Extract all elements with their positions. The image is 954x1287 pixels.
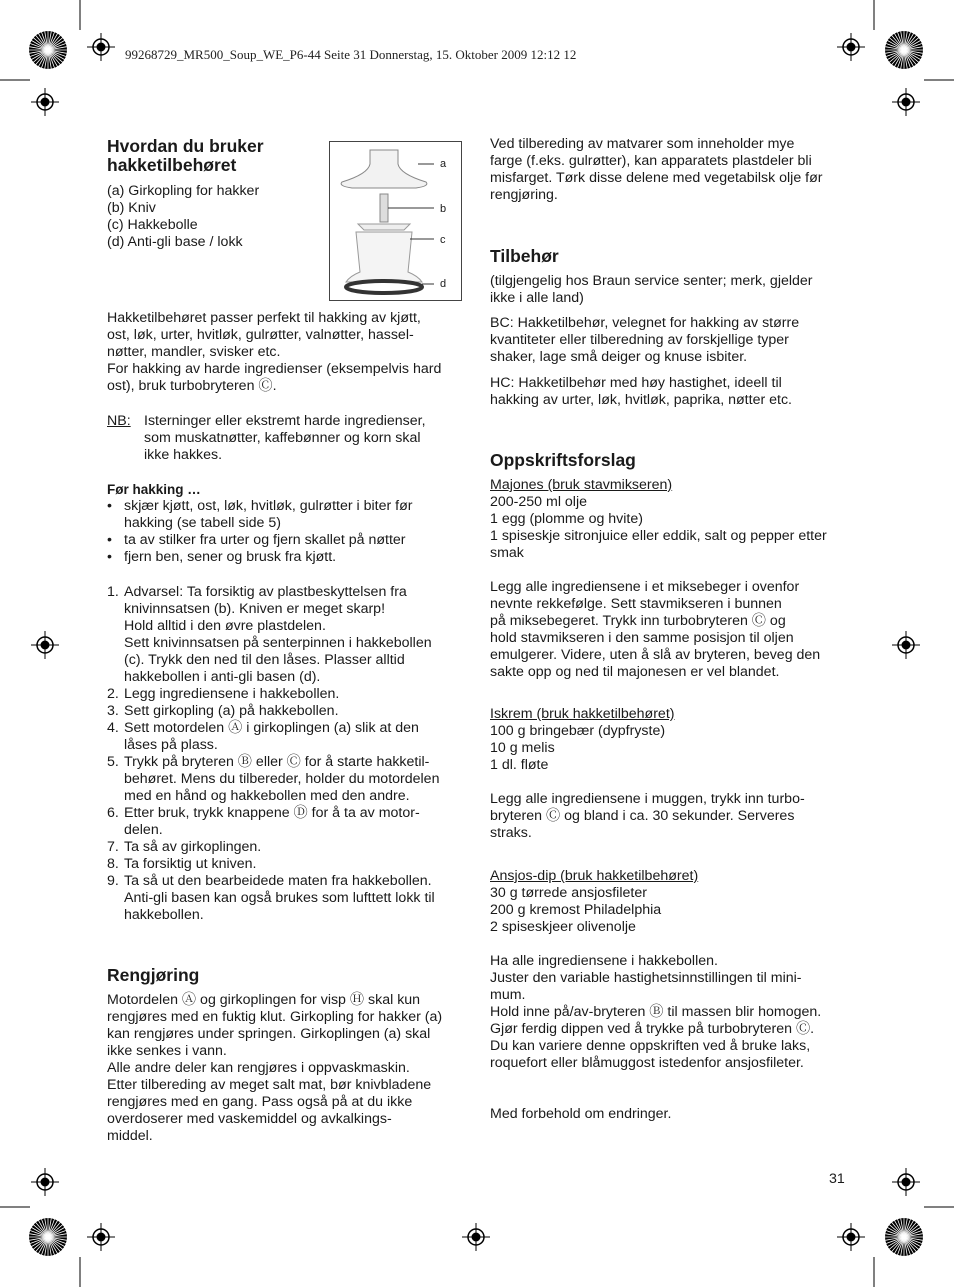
step-number: 1.: [107, 584, 119, 600]
section-title-cleaning: Rengjøring: [107, 965, 200, 985]
step-number: 8.: [107, 856, 119, 872]
starburst-mark: [885, 31, 923, 69]
step-item: [107, 584, 439, 686]
crosshair-mark: [837, 33, 865, 61]
step-item: [107, 856, 439, 873]
step-item: [107, 754, 439, 805]
step-text: Trykk på bryteren Ⓑ eller Ⓒ for å starte hakketil- behøret. Mens du tilbereder, holder du motordelen med en hånd og hakkebollen med den andre.: [124, 754, 440, 804]
step-number: 4.: [107, 720, 119, 736]
crosshair-mark: [892, 631, 920, 659]
recipe-icecream-ingredients: 100 g bringebær (dypfryste) 10 g melis 1 dl. fløte: [490, 723, 666, 773]
step-text: Sett motordelen Ⓐ i girkoplingen (a) slik at den låses på plass.: [124, 720, 419, 753]
recipe-dip-ingredients: 30 g tørrede ansjosfileter 200 g kremost Philadelphia 2 spiseskjeer olivenolje: [490, 885, 662, 935]
section-title-usage: Hvordan du bruker hakketilbehøret: [107, 136, 264, 175]
step-text: Ta så av girkoplingen.: [124, 839, 262, 855]
figure-label-d: d: [440, 278, 447, 290]
section-title-accessories: Tilbehør: [490, 246, 559, 266]
crosshair-mark: [892, 88, 920, 116]
colour-note: Ved tilbereding av matvarer som inneholder mye farge (f.eks. gulrøtter), kan apparatets plastdeler bli misfarget. Tørk disse delene med vegetabilsk olje før rengjøring.: [490, 136, 823, 203]
step-number: 6.: [107, 805, 119, 821]
crosshair-mark: [31, 1168, 59, 1196]
step-number: 2.: [107, 686, 119, 702]
recipe-icecream-method: Legg alle ingrediensene i muggen, trykk inn turbo- bryteren Ⓒ og bland i ca. 30 sekunder. Serveres straks.: [490, 791, 805, 841]
crosshair-mark: [31, 631, 59, 659]
crosshair-mark: [462, 1223, 490, 1251]
step-text: Legg ingrediensene i hakkebollen.: [124, 686, 340, 702]
starburst-mark: [885, 1218, 923, 1256]
accessory-hc: HC: Hakketilbehør med høy hastighet, ideell til hakking av urter, løk, hvitløk, paprika, nøtter etc.: [490, 375, 792, 408]
nb-label: NB:: [107, 413, 131, 429]
before-chopping-title: Før hakking …: [107, 482, 201, 497]
step-item: [107, 873, 439, 924]
recipe-dip-method: Ha alle ingrediensene i hakkebollen. Juster den variable hastighetsinnstillingen til mini- mum. Hold inne på/av-bryteren Ⓑ til massen blir homogen. Gjør ferdig dippen ved å trykke på turbobryteren Ⓒ. Du kan variere denne oppskriften ved å bruke laks, roquefort eller blåmuggost istedenfor ansjosfileter.: [490, 953, 822, 1071]
chopper-figure: [329, 141, 462, 301]
disclaimer: Med forbehold om endringer.: [490, 1106, 672, 1122]
parts-list: (a) Girkopling for hakker (b) Kniv (c) Hakkebolle (d) Anti-gli base / lokk: [107, 183, 260, 250]
step-text: Ta så ut den bearbeidede maten fra hakkebollen. Anti-gli basen kan også brukes som lufttett lokk til hakkebollen.: [124, 873, 435, 923]
crosshair-mark: [31, 88, 59, 116]
print-slug: 99268729_MR500_Soup_WE_P6-44 Seite 31 Donnerstag, 15. Oktober 2009 12:12 12: [125, 47, 577, 62]
bullet-item: • fjern ben, sener og brusk fra kjøtt.: [107, 549, 337, 565]
nb-text: Isterninger eller ekstremt harde ingredienser, som muskatnøtter, kaffebønner og korn skal ikke hakkes.: [144, 413, 426, 463]
starburst-mark: [29, 31, 67, 69]
page-number: 31: [829, 1171, 845, 1187]
section-title-recipes: Oppskriftsforslag: [490, 450, 636, 470]
figure-label-a: a: [440, 158, 447, 170]
recipe-mayonnaise-ingredients: 200-250 ml olje 1 egg (plomme og hvite) 1 spiseskje sitronjuice eller eddik, salt og pepper etter smak: [490, 494, 827, 561]
step-text: Etter bruk, trykk knappene Ⓓ for å ta av motor- delen.: [124, 805, 420, 838]
crosshair-mark: [87, 33, 115, 61]
recipe-mayonnaise-title: Majones (bruk stavmikseren): [490, 477, 673, 493]
starburst-mark: [29, 1218, 67, 1256]
cleaning-text: Motordelen Ⓐ og girkoplingen for visp Ⓗ skal kun rengjøres med en fuktig klut. Girkopling for hakker (a) kan rengjøres under springen. Girkoplingen (a) skal ikke senkes i vann. Alle andre deler kan rengjøres i oppvaskmaskin. Etter tilbereding av meget salt mat, bør knivbladene rengjøres med en gang. Pass også på at du ikke overdoserer med vaskemiddel og avkalkings- middel.: [107, 992, 443, 1144]
step-item: [107, 839, 439, 856]
recipe-dip-title: Ansjos-dip (bruk hakketilbehøret): [490, 868, 699, 884]
bullet-item: • ta av stilker fra urter og fjern skallet på nøtter: [107, 532, 406, 548]
steps-list: [107, 584, 439, 924]
intro-paragraph: Hakketilbehøret passer perfekt til hakking av kjøtt, ost, løk, urter, hvitløk, gulrøtter, valnøtter, hassel- nøtter, mandler, svisker etc. For hakking av harde ingredienser (eksempelvis hard ost), bruk turbobryteren Ⓒ.: [107, 310, 442, 394]
bullet-item: • skjær kjøtt, ost, løk, hvitløk, gulrøtter i biter før hakking (se tabell side 5): [107, 498, 413, 531]
step-number: 7.: [107, 839, 119, 855]
figure-label-c: c: [440, 234, 446, 246]
step-number: 5.: [107, 754, 119, 770]
step-text: Advarsel: Ta forsiktig av plastbeskyttelsen fra knivinnsatsen (b). Kniven er meget skarp! Hold alltid i den øvre plastdelen. Sett knivinnsatsen på senterpinnen i hakkebollen (c). Trykk den ned til den låses. Plasser alltid hakkebollen i anti-gli basen (d).: [124, 584, 432, 685]
step-text: Ta forsiktig ut kniven.: [124, 856, 257, 872]
recipe-mayonnaise-method: Legg alle ingrediensene i et miksebeger i ovenfor nevnte rekkefølge. Sett stavmikseren i bunnen på miksebegeret. Trykk inn turbobryteren Ⓒ og hold stavmikseren i den samme posisjon til oljen emulgerer. Videre, uten å slå av bryteren, beveg den sakte opp og ned til majonesen er vel blandet.: [490, 579, 821, 680]
crosshair-mark: [892, 1168, 920, 1196]
step-item: [107, 805, 439, 839]
step-number: 9.: [107, 873, 119, 889]
crosshair-mark: [87, 1223, 115, 1251]
bullet-list: [107, 498, 413, 566]
step-item: [107, 686, 439, 703]
figure-label-b: b: [440, 203, 447, 215]
step-item: [107, 703, 439, 720]
accessory-bc: BC: Hakketilbehør, velegnet for hakking av større kvantiteter eller tilberedning av forskjellige typer shaker, lage små deiger og knuse isbiter.: [490, 315, 800, 365]
step-item: [107, 720, 439, 754]
accessories-note: (tilgjengelig hos Braun service senter; merk, gjelder ikke i alle land): [490, 273, 813, 306]
step-text: Sett girkopling (a) på hakkebollen.: [124, 703, 339, 719]
recipe-icecream-title: Iskrem (bruk hakketilbehøret): [490, 706, 675, 722]
crosshair-mark: [837, 1223, 865, 1251]
step-number: 3.: [107, 703, 119, 719]
